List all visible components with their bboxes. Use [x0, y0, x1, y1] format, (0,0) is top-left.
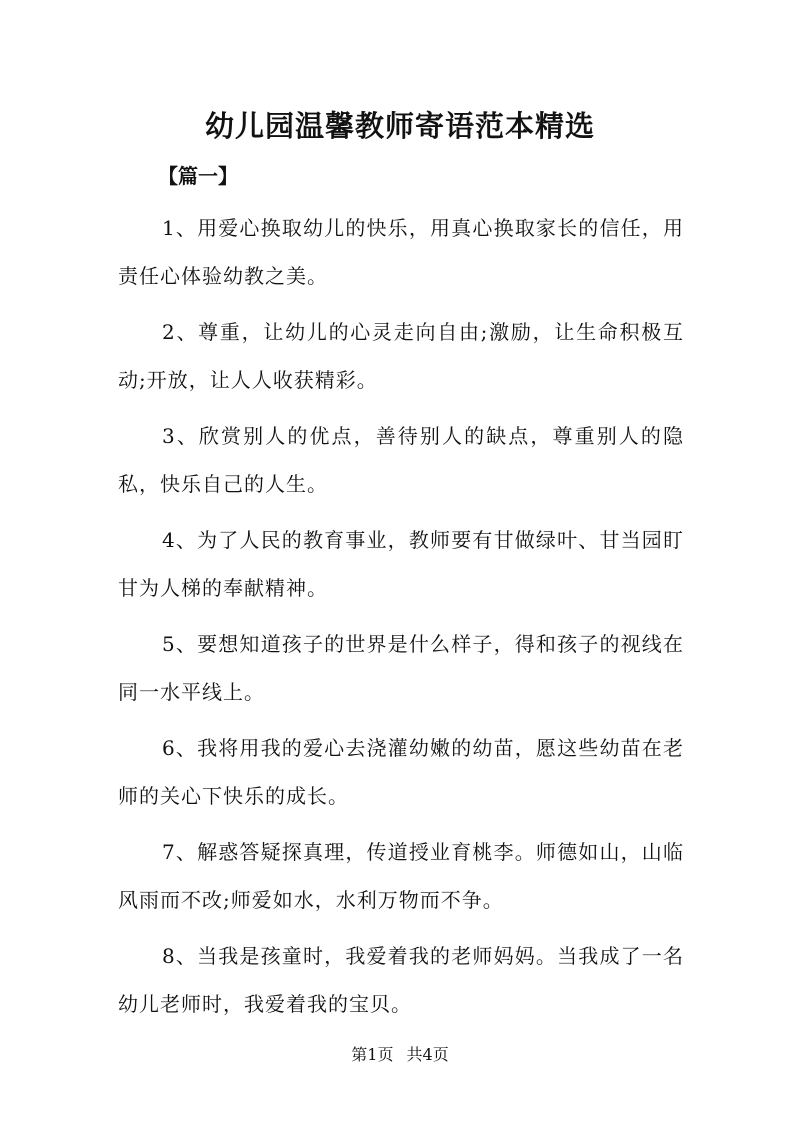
paragraph: 5、要想知道孩子的世界是什么样子，得和孩子的视线在同一水平线上。: [118, 632, 684, 704]
section-label: 【篇一】: [158, 164, 238, 188]
document-title: 幼儿园温馨教师寄语范本精选: [204, 109, 595, 143]
paragraph: 8、当我是孩童时，我爱着我的老师妈妈。当我成了一名幼儿老师时，我爱着我的宝贝。: [118, 944, 684, 1016]
paragraph: 4、为了人民的教育事业，教师要有甘做绿叶、甘当园盯甘为人梯的奉献精神。: [118, 528, 684, 600]
paragraph: 3、欣赏别人的优点，善待别人的缺点，尊重别人的隐私，快乐自己的人生。: [118, 424, 684, 496]
document-body: [118, 204, 684, 1036]
page-footer: [0, 1042, 800, 1065]
page-number: 第1页: [351, 1045, 394, 1064]
paragraph: 6、我将用我的爱心去浇灌幼嫩的幼苗，愿这些幼苗在老师的关心下快乐的成长。: [118, 736, 684, 808]
page-total: 共4页: [406, 1045, 449, 1064]
paragraph: 1、用爱心换取幼儿的快乐，用真心换取家长的信任，用责任心体验幼教之美。: [118, 216, 684, 288]
paragraph: 7、解惑答疑探真理，传道授业育桃李。师德如山，山临风雨而不改;师爱如水，水利万物而不争。: [118, 840, 684, 912]
paragraph: 2、尊重，让幼儿的心灵走向自由;激励，让生命积极互动;开放，让人人收获精彩。: [118, 320, 684, 392]
